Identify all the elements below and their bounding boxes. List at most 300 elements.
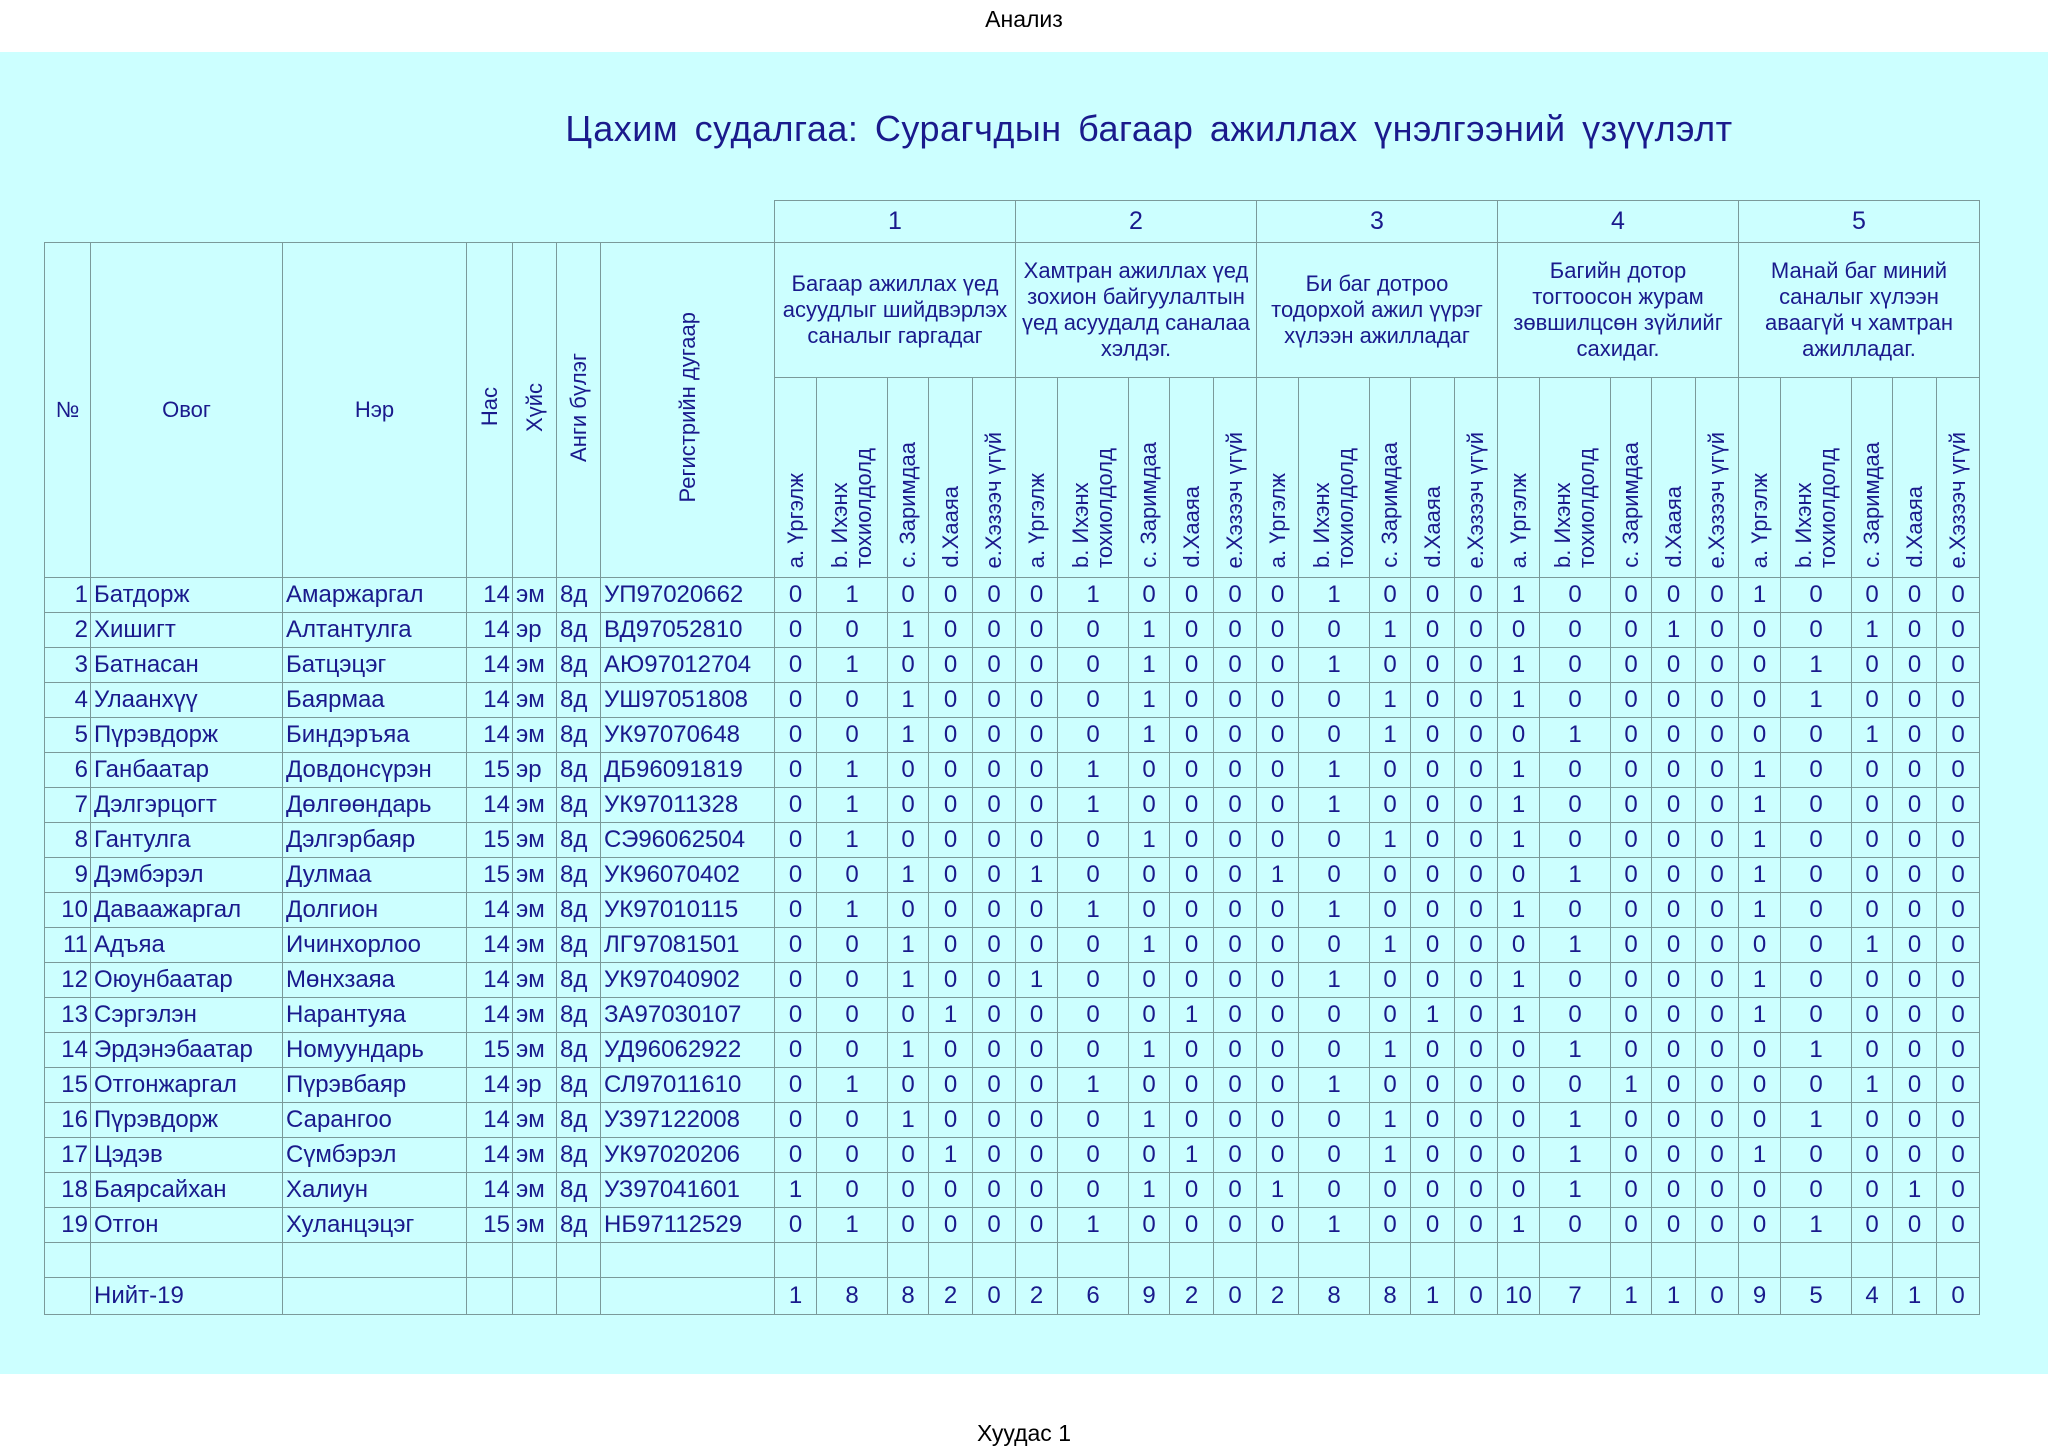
name-cell: Биндэръяа [283,718,467,753]
surname-cell: Гантулга [91,823,283,858]
answer-cell: 1 [1058,788,1129,823]
answer-cell: 0 [1652,1208,1696,1243]
blank-cell [1739,1243,1781,1278]
total-cell: 9 [1739,1278,1781,1315]
answer-cell: 0 [1214,753,1257,788]
answer-cell: 0 [1739,1033,1781,1068]
answer-cell: 0 [1611,1103,1652,1138]
answer-cell: 0 [1257,788,1299,823]
answer-cell: 0 [1540,753,1611,788]
answer-cell: 1 [1411,998,1455,1033]
age-cell: 14 [467,718,513,753]
answer-cell: 0 [1299,928,1370,963]
answer-cell: 0 [1214,1103,1257,1138]
answer-cell: 0 [1411,1103,1455,1138]
answer-cell: 0 [1257,1033,1299,1068]
answer-cell: 0 [1540,683,1611,718]
option-label-cell [1170,378,1214,578]
answer-cell: 1 [1852,613,1893,648]
answer-cell: 0 [1652,718,1696,753]
answer-cell: 0 [1455,648,1498,683]
answer-cell: 0 [1129,1068,1170,1103]
name-cell: Дэлгэрбаяр [283,823,467,858]
option-label-cell [1129,378,1170,578]
answer-cell: 0 [973,893,1016,928]
name-cell: Дөлгөөндарь [283,788,467,823]
blank-row [45,1243,1980,1278]
table-row [45,718,1980,753]
answer-cell: 0 [1370,1068,1411,1103]
answer-cell: 1 [1370,718,1411,753]
option-label-cell [817,378,888,578]
answer-cell: 1 [1129,1173,1170,1208]
answer-cell: 0 [1540,613,1611,648]
answer-cell: 1 [888,683,929,718]
answer-cell: 1 [1739,753,1781,788]
answer-cell: 0 [1411,893,1455,928]
option-label-cell [1652,378,1696,578]
answer-cell: 1 [1498,753,1540,788]
answer-cell: 0 [1781,998,1852,1033]
class-cell: 8д [557,1173,601,1208]
answer-cell: 0 [1170,648,1214,683]
class-cell: 8д [557,1103,601,1138]
answer-cell: 0 [1893,613,1937,648]
answer-cell: 0 [973,1068,1016,1103]
answer-cell: 0 [1652,648,1696,683]
answer-cell: 1 [1058,893,1129,928]
class-cell: 8д [557,893,601,928]
answer-cell: 0 [1652,788,1696,823]
answer-cell: 0 [1129,893,1170,928]
table-row [45,823,1980,858]
answer-cell: 0 [1411,823,1455,858]
option-label: c. Заримдаа [1377,442,1402,568]
answer-cell: 0 [888,1138,929,1173]
answer-cell: 0 [1498,858,1540,893]
surname-cell: Ганбаатар [91,753,283,788]
answer-cell: 0 [775,823,817,858]
answer-cell: 0 [1214,1138,1257,1173]
answer-cell: 0 [1016,1103,1058,1138]
row-number: 5 [45,718,91,753]
answer-cell: 1 [1498,648,1540,683]
answer-cell: 0 [1937,998,1980,1033]
answer-cell: 0 [929,578,973,613]
answer-cell: 0 [1540,578,1611,613]
answer-cell: 0 [1611,823,1652,858]
table-row [45,1068,1980,1103]
answer-cell: 0 [775,578,817,613]
answer-cell: 0 [1058,1138,1129,1173]
option-label: c. Заримдаа [1859,442,1884,568]
answer-cell: 0 [1214,963,1257,998]
answer-cell: 0 [1540,788,1611,823]
row-number: 3 [45,648,91,683]
answer-cell: 0 [1652,1033,1696,1068]
answer-cell: 1 [817,753,888,788]
blank-cell [513,1243,557,1278]
answer-cell: 0 [888,823,929,858]
name-cell: Халиун [283,1173,467,1208]
answer-cell: 0 [1937,858,1980,893]
answer-cell: 0 [1170,893,1214,928]
answer-cell: 0 [1498,1103,1540,1138]
answer-cell: 0 [1611,578,1652,613]
answer-cell: 0 [929,648,973,683]
answer-cell: 0 [1129,1138,1170,1173]
answer-cell: 0 [1540,1068,1611,1103]
answer-cell: 0 [1058,998,1129,1033]
answer-cell: 1 [1781,1033,1852,1068]
gender-cell: эм [513,928,557,963]
answer-cell: 0 [1455,823,1498,858]
register-cell: УД96062922 [601,1033,775,1068]
answer-cell: 0 [1058,1103,1129,1138]
option-label: d.Хааяа [937,486,963,568]
answer-cell: 0 [1498,1138,1540,1173]
total-cell: 1 [1893,1278,1937,1315]
answer-cell: 0 [1257,1208,1299,1243]
total-cell: 5 [1781,1278,1852,1315]
answer-cell: 0 [1455,613,1498,648]
answer-cell: 1 [1739,998,1781,1033]
answer-cell: 0 [888,753,929,788]
blank-cell [1170,1243,1214,1278]
answer-cell: 1 [1540,858,1611,893]
blank-cell [1058,1243,1129,1278]
answer-cell: 1 [1540,1103,1611,1138]
answer-cell: 0 [1411,578,1455,613]
answer-cell: 1 [1257,858,1299,893]
total-empty-cell [513,1278,557,1315]
answer-cell: 0 [817,1103,888,1138]
question-text: Хамтран ажиллах үед зохион байгуулалтын үед асуудалд саналаа хэлдэг. [1016,243,1257,378]
answer-cell: 1 [1781,1208,1852,1243]
answer-cell: 1 [817,648,888,683]
answer-cell: 1 [1299,963,1370,998]
answer-cell: 0 [1299,998,1370,1033]
answer-cell: 0 [775,858,817,893]
answer-cell: 0 [1299,858,1370,893]
answer-cell: 0 [1411,1173,1455,1208]
answer-cell: 0 [1893,1068,1937,1103]
answer-cell: 0 [1652,1103,1696,1138]
surname-cell: Даваажаргал [91,893,283,928]
class-cell: 8д [557,648,601,683]
surname-cell: Улаанхүү [91,683,283,718]
answer-cell: 0 [1411,1138,1455,1173]
answer-cell: 0 [1299,1173,1370,1208]
answer-cell: 0 [1937,1138,1980,1173]
answer-cell: 0 [929,1068,973,1103]
answer-cell: 0 [1540,1208,1611,1243]
col-header-class [557,243,601,578]
option-label: d.Хааяа [1901,486,1927,568]
age-cell: 14 [467,893,513,928]
blank-cell [601,1243,775,1278]
answer-cell: 0 [973,1138,1016,1173]
answer-cell: 0 [1016,1138,1058,1173]
answer-cell: 0 [1893,858,1937,893]
answer-cell: 0 [1214,823,1257,858]
class-cell: 8д [557,683,601,718]
gender-cell: эм [513,683,557,718]
option-label: c. Заримдаа [1618,442,1643,568]
answer-cell: 0 [1058,613,1129,648]
answer-cell: 0 [929,963,973,998]
option-label-cell [1611,378,1652,578]
row-number: 11 [45,928,91,963]
answer-cell: 0 [973,1103,1016,1138]
option-label-cell [1016,378,1058,578]
answer-cell: 0 [1852,1173,1893,1208]
question-number: 5 [1739,201,1980,243]
answer-cell: 0 [1739,1103,1781,1138]
register-cell: НБ97112529 [601,1208,775,1243]
name-cell: Долгион [283,893,467,928]
gender-cell: эм [513,1208,557,1243]
answer-cell: 1 [817,1208,888,1243]
option-label-cell [1058,378,1129,578]
answer-cell: 1 [1257,1173,1299,1208]
answer-cell: 0 [929,1173,973,1208]
answer-cell: 0 [1058,823,1129,858]
answer-cell: 0 [1893,998,1937,1033]
answer-cell: 1 [1781,683,1852,718]
register-cell: УП97020662 [601,578,775,613]
total-cell: 2 [929,1278,973,1315]
answer-cell: 0 [1696,718,1739,753]
answer-cell: 0 [1455,1173,1498,1208]
answer-cell: 0 [1498,718,1540,753]
register-cell: ЛГ97081501 [601,928,775,963]
answer-cell: 1 [1498,998,1540,1033]
answer-cell: 0 [817,683,888,718]
answer-cell: 0 [1016,1068,1058,1103]
answer-cell: 0 [1652,1173,1696,1208]
option-label: b. Ихэнх тохиолдолд [1791,448,1840,568]
age-cell: 14 [467,613,513,648]
answer-cell: 0 [1696,1208,1739,1243]
question-number-row [45,201,1980,243]
answer-cell: 0 [1214,1208,1257,1243]
answer-cell: 0 [775,718,817,753]
answer-cell: 0 [888,893,929,928]
report-title: Цахим судалгаа: Сурагчдын багаар ажиллах үнэлгээний үзүүлэлт [565,108,1733,149]
answer-cell: 0 [1696,613,1739,648]
answer-cell: 0 [973,683,1016,718]
answer-cell: 0 [1370,893,1411,928]
answer-cell: 0 [973,823,1016,858]
option-label-cell [1411,378,1455,578]
answer-cell: 0 [1937,683,1980,718]
answer-cell: 0 [1937,928,1980,963]
age-cell: 15 [467,1033,513,1068]
answer-cell: 0 [1739,928,1781,963]
answer-cell: 0 [929,893,973,928]
answer-cell: 0 [1370,753,1411,788]
gender-cell: эм [513,718,557,753]
answer-cell: 1 [1498,893,1540,928]
answer-cell: 0 [1893,1208,1937,1243]
surname-cell: Сэргэлэн [91,998,283,1033]
answer-cell: 0 [1937,893,1980,928]
answer-cell: 0 [1257,1068,1299,1103]
gender-cell: эр [513,1068,557,1103]
answer-cell: 0 [1016,823,1058,858]
option-label: a. Үргэлж [1505,472,1531,568]
option-label-cell [1739,378,1781,578]
answer-cell: 0 [1058,1033,1129,1068]
table-row [45,683,1980,718]
answer-cell: 0 [1170,788,1214,823]
total-cell: 2 [1257,1278,1299,1315]
answer-cell: 0 [1696,683,1739,718]
total-cell: 2 [1016,1278,1058,1315]
answer-cell: 0 [1058,683,1129,718]
name-cell: Сүмбэрэл [283,1138,467,1173]
name-cell: Нарантуяа [283,998,467,1033]
gender-cell: эр [513,613,557,648]
answer-cell: 0 [1370,963,1411,998]
age-cell: 14 [467,998,513,1033]
table-row [45,753,1980,788]
class-cell: 8д [557,823,601,858]
answer-cell: 0 [1652,1138,1696,1173]
table-row [45,613,1980,648]
class-cell: 8д [557,1033,601,1068]
option-label: d.Хааяа [1419,486,1445,568]
answer-cell: 0 [775,1208,817,1243]
blank-cell [1937,1243,1980,1278]
answer-cell: 0 [1893,1103,1937,1138]
blank-cell [467,1243,513,1278]
register-cell: УК96070402 [601,858,775,893]
answer-cell: 0 [973,1033,1016,1068]
answer-cell: 0 [1781,858,1852,893]
answer-cell: 0 [1781,1068,1852,1103]
answer-cell: 0 [1214,1033,1257,1068]
answer-cell: 1 [1058,1208,1129,1243]
total-empty-cell [601,1278,775,1315]
answer-cell: 0 [1893,928,1937,963]
answer-cell: 0 [1696,963,1739,998]
age-cell: 14 [467,648,513,683]
name-cell: Мөнхзаяа [283,963,467,998]
answer-cell: 0 [1455,1208,1498,1243]
option-label: b. Ихэнх тохиолдолд [1309,448,1358,568]
option-label-cell [888,378,929,578]
answer-cell: 0 [1411,1033,1455,1068]
blank-cell [1540,1243,1611,1278]
register-cell: ДБ96091819 [601,753,775,788]
answer-cell: 1 [817,823,888,858]
answer-cell: 1 [1893,1173,1937,1208]
total-cell: 9 [1129,1278,1170,1315]
answer-cell: 0 [1893,788,1937,823]
answer-cell: 0 [1411,963,1455,998]
col-header-class-label: Анги бүлэг [565,352,591,462]
answer-cell: 0 [1739,718,1781,753]
answer-cell: 1 [1299,788,1370,823]
answer-cell: 1 [1498,963,1540,998]
age-cell: 14 [467,683,513,718]
answer-cell: 1 [1058,753,1129,788]
option-label: d.Хааяа [1660,486,1686,568]
total-label: Нийт-19 [91,1278,283,1315]
answer-cell: 0 [1370,998,1411,1033]
answer-cell: 1 [1739,1138,1781,1173]
answer-cell: 0 [1611,893,1652,928]
blank-cell [775,1243,817,1278]
total-cell: 0 [1455,1278,1498,1315]
answer-cell: 0 [1257,1103,1299,1138]
answer-cell: 0 [1852,648,1893,683]
answer-cell: 1 [1370,928,1411,963]
answer-cell: 0 [1937,1033,1980,1068]
answer-cell: 1 [888,613,929,648]
answer-cell: 1 [1129,613,1170,648]
answer-cell: 0 [1611,963,1652,998]
row-number: 8 [45,823,91,858]
blank-cell [1214,1243,1257,1278]
register-cell: СЛ97011610 [601,1068,775,1103]
answer-cell: 0 [1058,928,1129,963]
answer-cell: 1 [1611,1068,1652,1103]
option-label: c. Заримдаа [895,442,920,568]
surname-cell: Пүрэвдорж [91,1103,283,1138]
blank-cell [283,1243,467,1278]
answer-cell: 0 [775,648,817,683]
blank-cell [1411,1243,1455,1278]
answer-cell: 0 [1299,1138,1370,1173]
answer-cell: 0 [1893,718,1937,753]
total-empty-cell [467,1278,513,1315]
answer-cell: 0 [1652,963,1696,998]
answer-cell: 0 [1652,753,1696,788]
answer-cell: 0 [1893,648,1937,683]
answer-cell: 1 [1129,1103,1170,1138]
answer-cell: 0 [1455,578,1498,613]
total-cell: 10 [1498,1278,1540,1315]
answer-cell: 0 [1129,753,1170,788]
answer-cell: 0 [973,578,1016,613]
col-header-surname: Овог [91,243,283,578]
answer-cell: 1 [888,928,929,963]
answer-cell: 0 [1016,1208,1058,1243]
register-cell: УЗ97041601 [601,1173,775,1208]
answer-cell: 0 [929,753,973,788]
answer-cell: 0 [1370,1208,1411,1243]
option-label: e.Хэзээч үгүй [1704,431,1729,568]
gender-cell: эм [513,998,557,1033]
answer-cell: 0 [973,963,1016,998]
table-row [45,1033,1980,1068]
answer-cell: 0 [1016,1173,1058,1208]
answer-cell: 0 [1016,893,1058,928]
answer-cell: 0 [888,998,929,1033]
surname-cell: Отгонжаргал [91,1068,283,1103]
total-empty-cell [283,1278,467,1315]
answer-cell: 0 [929,928,973,963]
age-cell: 15 [467,858,513,893]
answer-cell: 0 [1058,718,1129,753]
answer-cell: 1 [1739,893,1781,928]
answer-cell: 1 [1498,823,1540,858]
blank-cell [1652,1243,1696,1278]
row-number: 7 [45,788,91,823]
